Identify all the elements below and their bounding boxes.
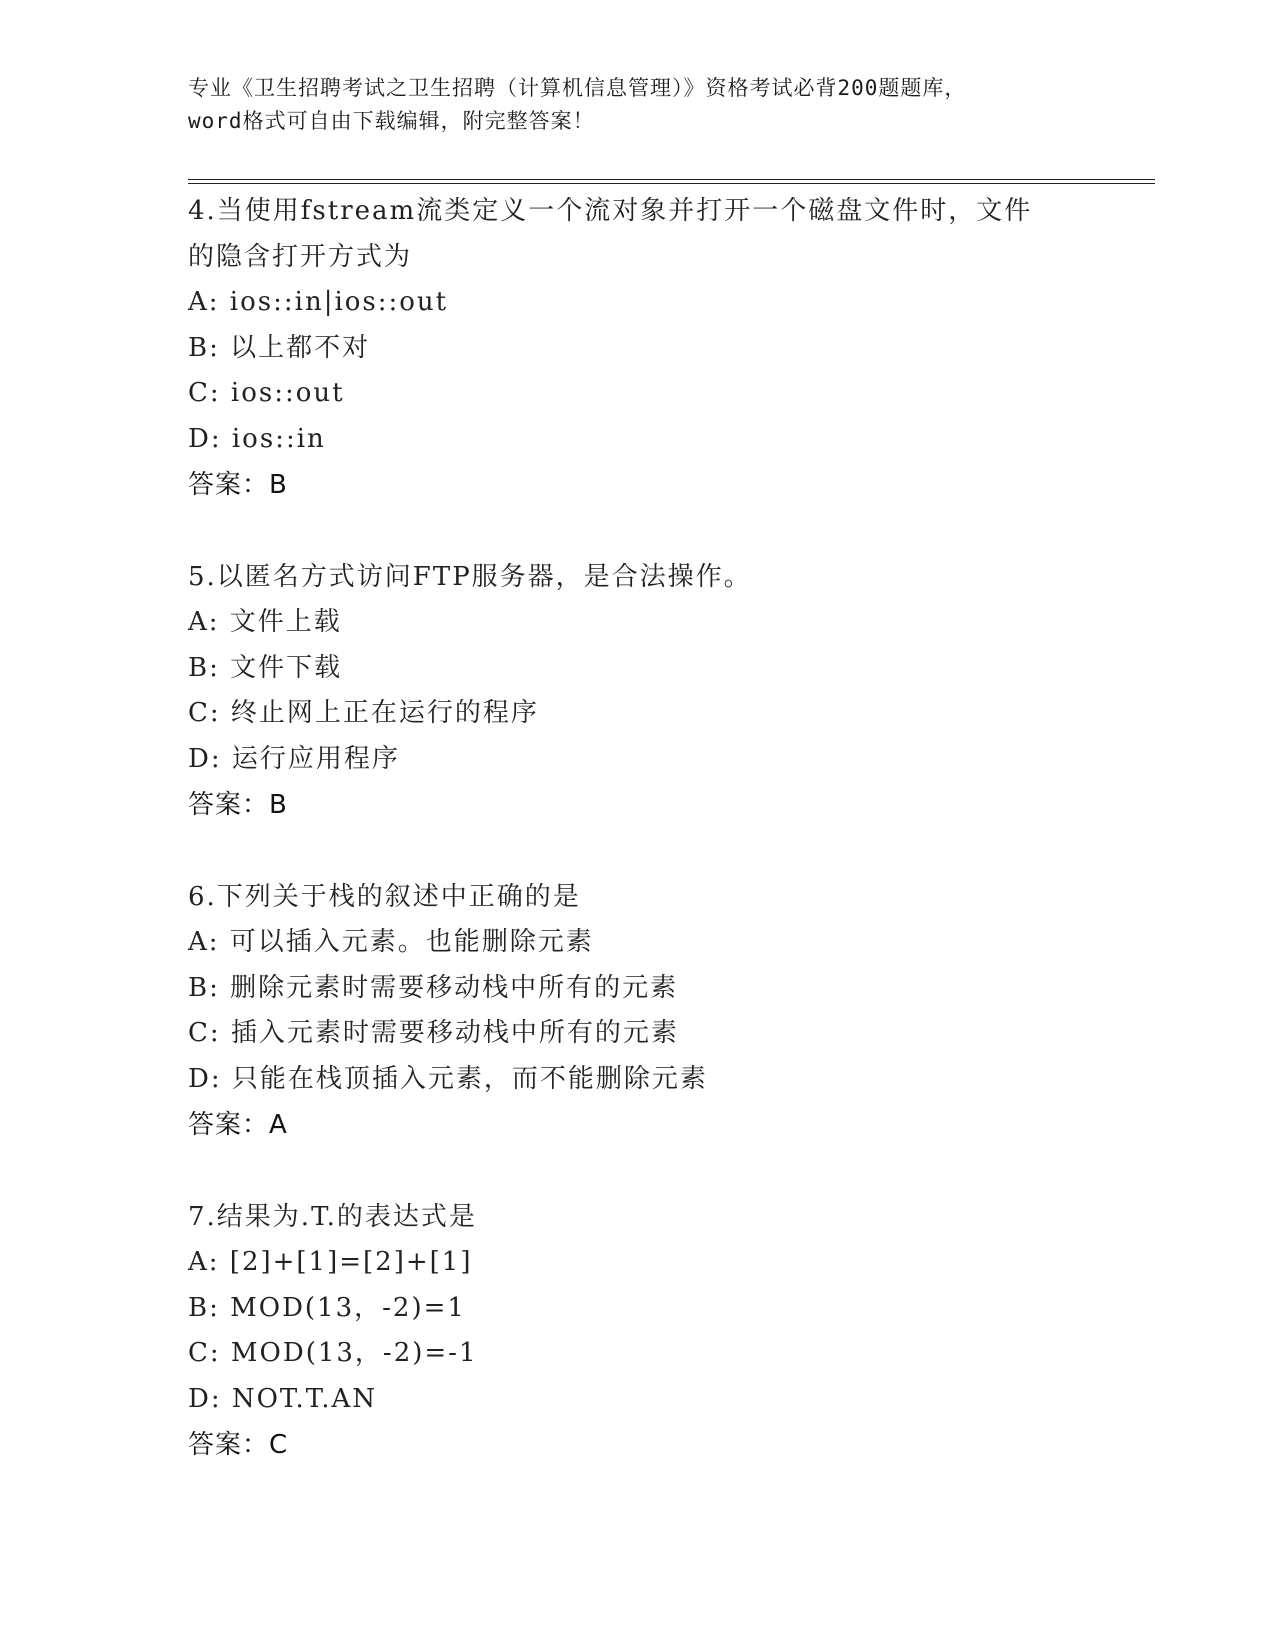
question-stem: 5.以匿名方式访问FTP服务器，是合法操作。 — [188, 562, 752, 592]
question-7 — [188, 1194, 1088, 1468]
option-b: B: 删除元素时需要移动栈中所有的元素 — [188, 972, 679, 1003]
option-b: B: 以上都不对 — [188, 332, 371, 363]
header-line-1: 专业《卫生招聘考试之卫生招聘（计算机信息管理）》资格考试必背200题题库， — [188, 76, 967, 100]
question-stem: 6.下列关于栈的叙述中正确的是 — [188, 882, 581, 912]
question-stem: 4.当使用fstream流类定义一个流对象并打开一个磁盘文件时，文件 — [188, 196, 1033, 226]
question-stem: 7.结果为.T.的表达式是 — [188, 1202, 477, 1232]
option-d: D: 只能在栈顶插入元素，而不能删除元素 — [188, 1063, 708, 1094]
answer: 答案：C — [188, 1430, 289, 1460]
option-d: D: 运行应用程序 — [188, 743, 400, 774]
question-5 — [188, 554, 1088, 828]
option-b: B: 文件下载 — [188, 652, 343, 683]
question-stem-continued: 的隐含打开方式为 — [188, 242, 413, 272]
option-d: D: NOT.T.AN — [188, 1383, 378, 1414]
option-c: C: 终止网上正在运行的程序 — [188, 698, 539, 728]
option-a: A: ios::in|ios::out — [188, 287, 449, 317]
question-6 — [188, 874, 1088, 1148]
header-divider — [188, 179, 1155, 184]
option-c: C: 插入元素时需要移动栈中所有的元素 — [188, 1018, 679, 1048]
question-4 — [188, 188, 1088, 508]
answer: 答案：B — [188, 470, 288, 500]
answer: 答案：A — [188, 1110, 288, 1140]
option-d: D: ios::in — [188, 423, 326, 454]
header-line-2: word格式可自由下载编辑，附完整答案！ — [188, 109, 595, 133]
option-b: B: MOD(13，-2)=1 — [188, 1292, 466, 1323]
document-header — [188, 72, 1088, 138]
option-c: C: ios::out — [188, 378, 345, 408]
answer: 答案：B — [188, 790, 288, 820]
option-c: C: MOD(13，-2)=-1 — [188, 1338, 478, 1368]
option-a: A: 可以插入元素。也能删除元素 — [188, 927, 594, 957]
question-list — [188, 188, 1088, 1514]
option-a: A: 文件上载 — [188, 607, 342, 637]
option-a: A: [2]+[1]=[2]+[1] — [188, 1247, 473, 1277]
